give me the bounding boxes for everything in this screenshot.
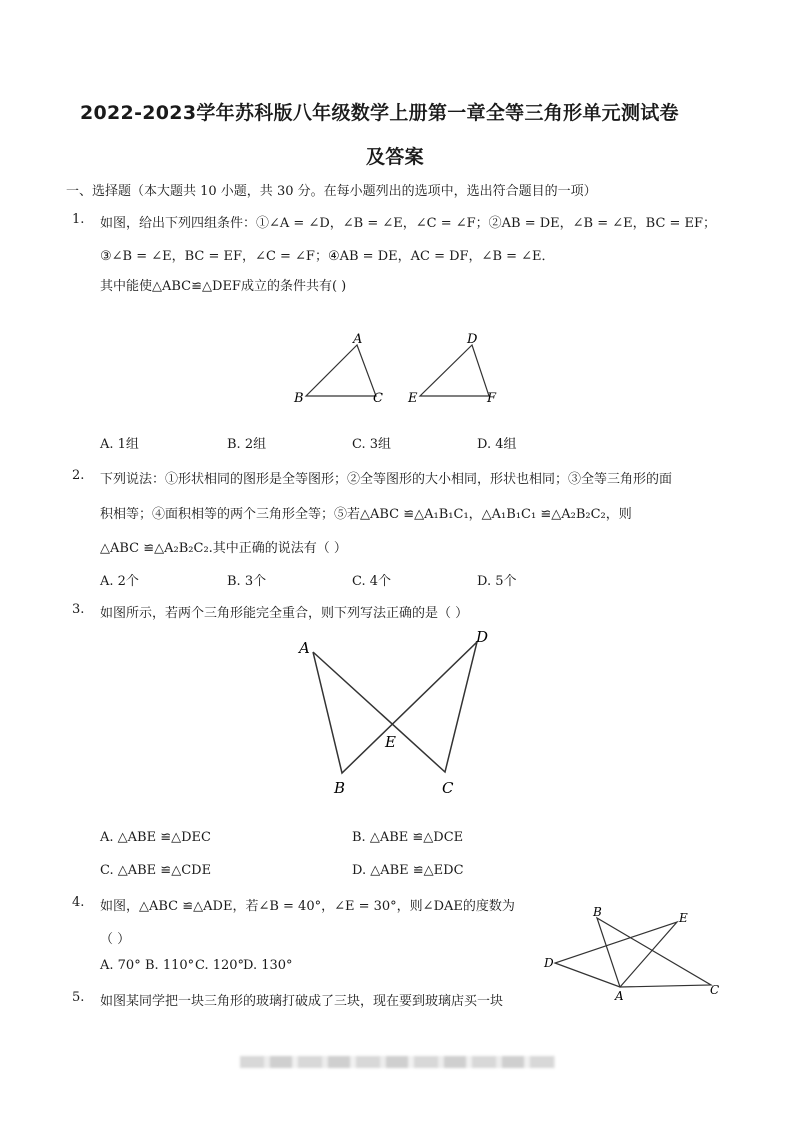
triangle-abc <box>306 345 376 396</box>
q2-option-c[interactable]: C. 4个 <box>352 574 392 589</box>
label-B: B <box>593 905 602 919</box>
q3-option-d[interactable]: D. △ABE ≌△EDC <box>352 863 464 878</box>
q3-option-a[interactable]: A. △ABE ≌△DEC <box>100 830 211 845</box>
label-D: D <box>544 956 554 970</box>
q3-bowtie-figure <box>290 625 500 800</box>
q4-line1: 如图，△ABC ≌△ADE，若∠B = 40°，∠E = 30°，则∠DAE的度数为 <box>100 899 515 914</box>
label-B: B <box>334 779 346 797</box>
page-title-line2: 及答案 <box>366 146 424 168</box>
q1-line2: ③∠B = ∠E，BC = EF，∠C = ∠F；④AB = DE，AC = DF，∠B = ∠E． <box>100 249 555 264</box>
label-A: A <box>299 639 310 657</box>
label-E: E <box>408 391 418 406</box>
q4-line2: （ ） <box>100 932 131 947</box>
q4-option-b[interactable]: B. 110° <box>145 958 195 973</box>
q2-option-b[interactable]: B. 3个 <box>227 574 267 589</box>
q2-line1: 下列说法：①形状相同的图形是全等图形；②全等图形的大小相同，形状也相同；③全等三角形的面 <box>100 472 673 487</box>
label-D: D <box>467 332 478 347</box>
q1-option-a[interactable]: A. 1组 <box>100 437 139 452</box>
section-heading: 一、选择题（本大题共 10 小题，共 30 分。在每小题列出的选项中，选出符合题目的一项） <box>66 184 597 199</box>
label-A: A <box>353 332 363 347</box>
q3-option-b[interactable]: B. △ABE ≌△DCE <box>352 830 464 845</box>
q4-triangles-figure <box>540 900 730 1005</box>
q2-line3: △ABC ≌△A₂B₂C₂.其中正确的说法有（ ） <box>100 541 347 556</box>
q3-number: 3. <box>72 602 85 617</box>
q2-option-a[interactable]: A. 2个 <box>100 574 139 589</box>
q2-number: 2. <box>72 468 85 483</box>
q4-option-d[interactable]: D. 130° <box>243 958 293 973</box>
q1-number: 1. <box>72 212 85 227</box>
triangle-abc <box>597 918 711 987</box>
q3-stem: 如图所示，若两个三角形能完全重合，则下列写法正确的是（ ） <box>100 606 469 621</box>
bowtie-lines <box>313 642 477 773</box>
q2-option-d[interactable]: D. 5个 <box>477 574 517 589</box>
triangle-def <box>420 345 489 396</box>
q1-triangles-figure <box>280 325 520 415</box>
q1-option-b[interactable]: B. 2组 <box>227 437 267 452</box>
footer-watermark <box>240 1056 555 1068</box>
q3-option-c[interactable]: C. △ABE ≌△CDE <box>100 863 212 878</box>
q5-stem: 如图某同学把一块三角形的玻璃打破成了三块，现在要到玻璃店买一块 <box>100 994 504 1009</box>
label-D: D <box>476 628 489 646</box>
label-C: C <box>710 983 720 997</box>
q4-number: 4. <box>72 895 85 910</box>
q1-line1: 如图，给出下列四组条件：①∠A = ∠D，∠B = ∠E，∠C = ∠F；②AB = DE，∠B = ∠E，BC = EF； <box>100 216 717 231</box>
q4-option-c[interactable]: C. 120° <box>195 958 245 973</box>
q4-option-a[interactable]: A. 70° <box>100 958 141 973</box>
q1-option-d[interactable]: D. 4组 <box>477 437 517 452</box>
label-C: C <box>373 391 383 406</box>
label-E: E <box>679 911 688 925</box>
label-E: E <box>385 733 396 751</box>
label-F: F <box>487 391 497 406</box>
q1-option-c[interactable]: C. 3组 <box>352 437 392 452</box>
label-A: A <box>615 989 624 1003</box>
label-B: B <box>294 391 304 406</box>
q1-line3: 其中能使△ABC≌△DEF成立的条件共有( ) <box>100 279 347 294</box>
page-title: 2022-2023学年苏科版八年级数学上册第一章全等三角形单元测试卷 <box>80 102 679 124</box>
q2-line2: 积相等；④面积相等的两个三角形全等；⑤若△ABC ≌△A₁B₁C₁，△A₁B₁C₁ ≌△A₂B₂C₂，则 <box>100 507 632 522</box>
label-C: C <box>442 779 454 797</box>
q5-number: 5. <box>72 990 85 1005</box>
